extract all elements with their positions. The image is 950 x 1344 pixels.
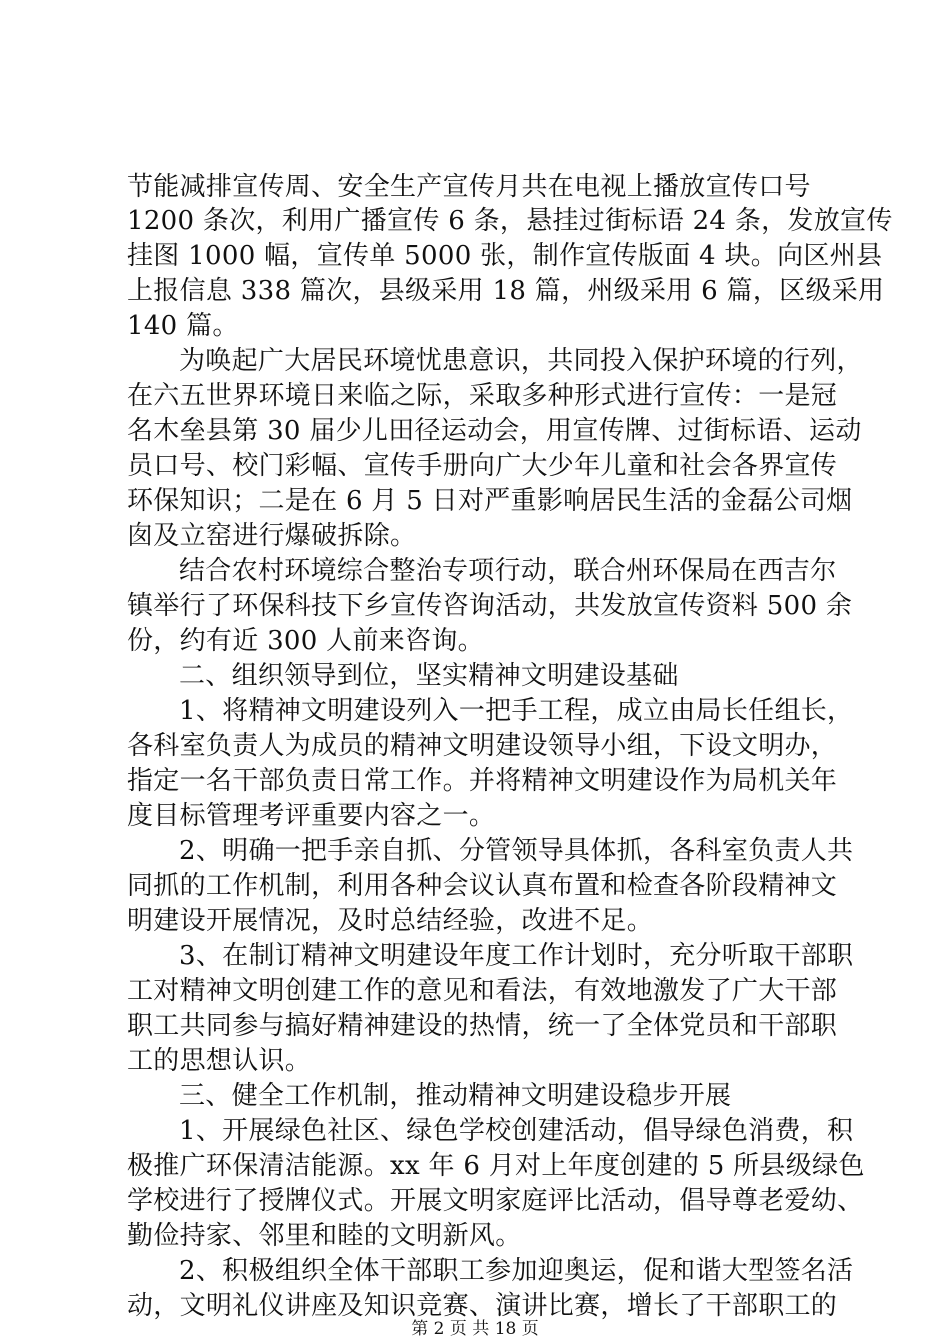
text-line: 挂图 1000 幅，宣传单 5000 张，制作宣传版面 4 块。向区州县 bbox=[127, 241, 883, 271]
text-line: 1200 条次，利用广播宣传 6 条，悬挂过街标语 24 条，发放宣传 bbox=[127, 206, 893, 236]
text-line: 工对精神文明创建工作的意见和看法，有效地激发了广大干部 bbox=[127, 976, 838, 1006]
text-line: 上报信息 338 篇次，县级采用 18 篇，州级采用 6 篇，区级采用 bbox=[127, 276, 885, 306]
text-line: 员口号、校门彩幅、宣传手册向广大少年儿童和社会各界宣传 bbox=[127, 451, 838, 481]
text-line: 明建设开展情况，及时总结经验，改进不足。 bbox=[127, 906, 654, 936]
text-line: 在六五世界环境日来临之际，采取多种形式进行宣传：一是冠 bbox=[127, 381, 838, 411]
text-line: 学校进行了授牌仪式。开展文明家庭评比活动，倡导尊老爱幼、 bbox=[127, 1186, 864, 1216]
text-line: 指定一名干部负责日常工作。并将精神文明建设作为局机关年 bbox=[127, 766, 838, 796]
section-heading: 三、健全工作机制，推动精神文明建设稳步开展 bbox=[179, 1081, 732, 1111]
text-line: 度目标管理考评重要内容之一。 bbox=[127, 801, 496, 831]
paragraph-first-line: 3、在制订精神文明建设年度工作计划时，充分听取干部职 bbox=[179, 941, 854, 971]
text-line: 140 篇。 bbox=[127, 311, 239, 341]
text-line: 勤俭持家、邻里和睦的文明新风。 bbox=[127, 1221, 522, 1251]
paragraph-first-line: 2、明确一把手亲自抓、分管领导具体抓，各科室负责人共 bbox=[179, 836, 854, 866]
paragraph-first-line: 为唤起广大居民环境忧患意识，共同投入保护环境的行列， bbox=[179, 346, 863, 376]
paragraph-first-line: 1、将精神文明建设列入一把手工程，成立由局长任组长， bbox=[179, 696, 854, 726]
text-line: 镇举行了环保科技下乡宣传咨询活动，共发放宣传资料 500 余 bbox=[127, 591, 853, 621]
text-line: 极推广环保清洁能源。xx 年 6 月对上年度创建的 5 所县级绿色 bbox=[127, 1151, 865, 1181]
text-line: 节能减排宣传周、安全生产宣传月共在电视上播放宣传口号 bbox=[127, 172, 811, 202]
section-heading: 二、组织领导到位，坚实精神文明建设基础 bbox=[179, 661, 679, 691]
text-line: 囱及立窑进行爆破拆除。 bbox=[127, 521, 417, 551]
text-line: 动，文明礼仪讲座及知识竞赛、演讲比赛，增长了干部职工的 bbox=[127, 1291, 838, 1321]
text-line: 份，约有近 300 人前来咨询。 bbox=[127, 626, 484, 656]
text-line: 同抓的工作机制，利用各种会议认真布置和检查各阶段精神文 bbox=[127, 871, 838, 901]
text-line: 各科室负责人为成员的精神文明建设领导小组，下设文明办， bbox=[127, 731, 838, 761]
paragraph-first-line: 1、开展绿色社区、绿色学校创建活动，倡导绿色消费，积 bbox=[179, 1116, 854, 1146]
text-line: 名木垒县第 30 届少儿田径运动会，用宣传牌、过街标语、运动 bbox=[127, 416, 862, 446]
page-footer: 第 2 页 共 18 页 bbox=[411, 1319, 539, 1339]
text-line: 职工共同参与搞好精神建设的热情，统一了全体党员和干部职 bbox=[127, 1011, 838, 1041]
text-line: 环保知识；二是在 6 月 5 日对严重影响居民生活的金磊公司烟 bbox=[127, 486, 853, 516]
paragraph-first-line: 2、积极组织全体干部职工参加迎奥运，促和谐大型签名活 bbox=[179, 1256, 854, 1286]
text-line: 工的思想认识。 bbox=[127, 1046, 312, 1076]
paragraph-first-line: 结合农村环境综合整治专项行动，联合州环保局在西吉尔 bbox=[179, 556, 837, 586]
